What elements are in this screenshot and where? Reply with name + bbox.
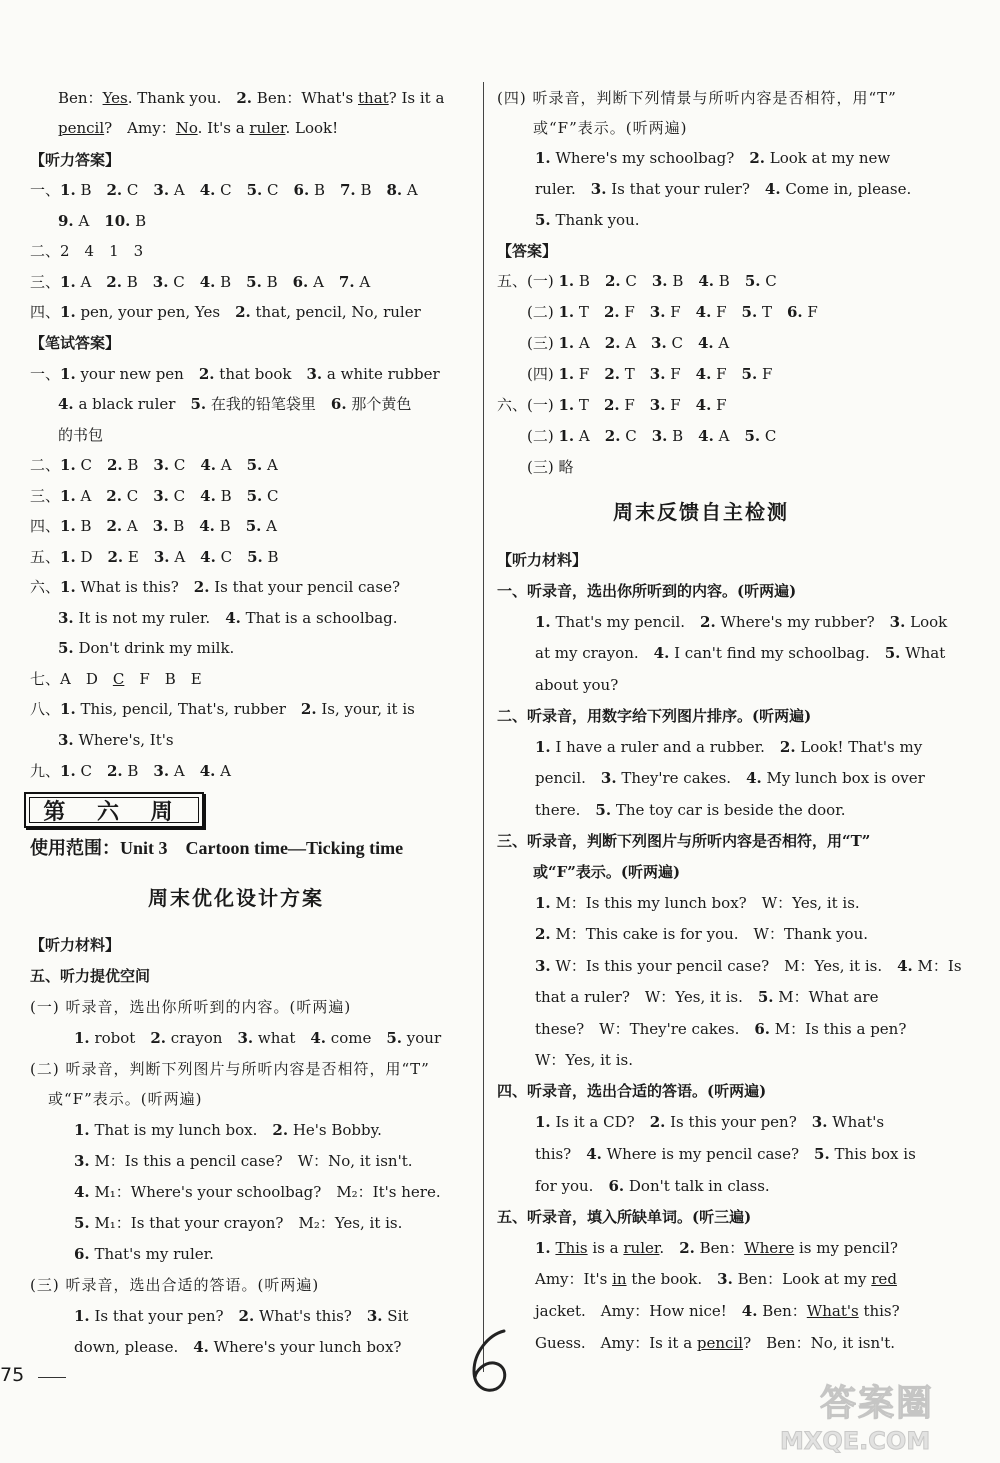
right-text-line: (三) 略	[527, 458, 574, 476]
right-text-line: 1. That's my pencil. 2. Where's my rubber? 3. Look	[535, 613, 948, 631]
right-text-line: W：Yes, it is.	[535, 1051, 633, 1069]
right-text-line: pencil. 3. They're cakes. 4. My lunch box is over	[535, 769, 925, 787]
page-number: 75	[0, 1364, 25, 1386]
right-text-line: (二) 1. T 2. F 3. F 4. F 5. T 6. F	[527, 303, 818, 321]
right-text-line: Amy：It's in the book. 3. Ben：Look at my red	[535, 1270, 897, 1288]
right-text-line: these? W：They're cakes. 6. M：Is this a pen?	[535, 1020, 907, 1038]
left-text-line: 3. Where's, It's	[58, 731, 174, 749]
right-text-line: 3. W：Is this your pencil case? M：Yes, it is. 4. M：Is	[535, 957, 962, 975]
left-text-line: 六、1. What is this? 2. Is that your pencil case?	[30, 578, 400, 596]
left-text-line: 的书包	[58, 426, 104, 444]
left-text-line: 【听力答案】	[30, 151, 121, 169]
left-text-line: 5. Don't drink my milk.	[58, 639, 235, 657]
right-text-line: 1. This is a ruler. 2. Ben：Where is my pencil?	[535, 1239, 898, 1257]
right-text-line: 【答案】	[497, 242, 558, 260]
left-text-line: 3. It is not my ruler. 4. That is a schoolbag.	[58, 609, 398, 627]
right-text-line: 2. M：This cake is for you. W：Thank you.	[535, 925, 869, 943]
watermark-url: MXQE.COM	[780, 1427, 931, 1455]
right-text-line: 五、(一) 1. B 2. C 3. B 4. B 5. C	[497, 272, 777, 290]
right-text-line: 五、听录音，填入所缺单词。(听三遍)	[497, 1208, 752, 1226]
left-text-line: 【笔试答案】	[30, 334, 121, 352]
right-text-line: that a ruler? W：Yes, it is. 5. M：What are	[535, 988, 879, 1006]
left-text-line: 二、2 4 1 3	[30, 242, 144, 260]
left-text-line: 9. A 10. B	[58, 212, 147, 230]
left-text-line: down, please. 4. Where's your lunch box?	[74, 1338, 402, 1356]
left-text-line: 6. That's my ruler.	[74, 1245, 214, 1263]
right-text-line: ruler. 3. Is that your ruler? 4. Come in, please.	[535, 180, 912, 198]
left-text-line: 使用范围：Unit 3 Cartoon time—Ticking time	[30, 838, 404, 858]
left-text-line: 九、1. C 2. B 3. A 4. A	[30, 762, 231, 780]
left-text-line: pencil? Amy：No. It's a ruler. Look!	[58, 119, 339, 137]
left-text-line: 1. robot 2. crayon 3. what 4. come 5. your	[74, 1029, 442, 1047]
left-text-line: 一、1. your new pen 2. that book 3. a white rubber	[30, 365, 440, 383]
right-text-line: 5. Thank you.	[535, 211, 640, 229]
right-text-line: 六、(一) 1. T 2. F 3. F 4. F	[497, 396, 727, 414]
right-text-line: 周末反馈自主检测	[613, 500, 789, 524]
right-text-line: (三) 1. A 2. A 3. C 4. A	[527, 334, 730, 352]
left-text-line: (一) 听录音，选出你所听到的内容。(听两遍)	[30, 998, 352, 1016]
left-text-line: 四、1. pen, your pen, Yes 2. that, pencil, No, ruler	[30, 303, 421, 321]
left-text-line: 三、1. A 2. B 3. C 4. B 5. B 6. A 7. A	[30, 273, 371, 291]
left-text-line: 八、1. This, pencil, That's, rubber 2. Is, your, it is	[30, 700, 415, 718]
right-text-line: Guess. Amy：Is it a pencil? Ben：No, it isn't.	[535, 1334, 896, 1352]
left-text-line: 周末优化设计方案	[148, 886, 324, 910]
right-text-line: jacket. Amy：How nice! 4. Ben：What's this?	[535, 1302, 900, 1320]
right-text-line: (二) 1. A 2. C 3. B 4. A 5. C	[527, 427, 777, 445]
right-text-line: this? 4. Where is my pencil case? 5. This box is	[535, 1145, 916, 1163]
week-heading-box	[24, 792, 204, 828]
page-number-rule	[38, 1377, 66, 1378]
left-text-line: 四、1. B 2. A 3. B 4. B 5. A	[30, 517, 277, 535]
left-text-line: 五、听力提优空间	[30, 967, 151, 985]
right-text-line: (四) 听录音，判断下列情景与所听内容是否相符，用“T”	[497, 89, 897, 107]
left-text-line: 5. M₁：Is that your crayon? M₂：Yes, it is.	[74, 1214, 403, 1232]
right-text-line: 1. Is it a CD? 2. Is this your pen? 3. What's	[535, 1113, 885, 1131]
right-text-line: (四) 1. F 2. T 3. F 4. F 5. F	[527, 365, 773, 383]
watermark-logo-text: 答案圈	[820, 1383, 935, 1424]
right-text-line: 二、听录音，用数字给下列图片排序。(听两遍)	[497, 707, 812, 725]
right-text-line: for you. 6. Don't talk in class.	[535, 1177, 770, 1195]
left-text-line: 3. M：Is this a pencil case? W：No, it isn't.	[74, 1152, 413, 1170]
right-text-line: 1. M：Is this my lunch box? W：Yes, it is.	[535, 894, 860, 912]
week-heading-label: 第 六 周	[43, 799, 185, 825]
right-text-line: 三、听录音，判断下列图片与所听内容是否相符，用“T”	[497, 832, 871, 850]
handwritten-six-mark	[462, 1325, 522, 1397]
right-text-line: at my crayon. 4. I can't find my schoolbag. 5. What	[535, 644, 946, 662]
left-text-line: Ben：Yes. Thank you. 2. Ben：What's that? Is it a	[58, 89, 445, 107]
left-text-line: 五、1. D 2. E 3. A 4. C 5. B	[30, 548, 279, 566]
left-text-line: 二、1. C 2. B 3. C 4. A 5. A	[30, 456, 278, 474]
left-text-line: (二) 听录音，判断下列图片与所听内容是否相符，用“T”	[30, 1060, 430, 1078]
right-text-line: 或“F”表示。(听两遍)	[533, 863, 681, 881]
right-text-line: there. 5. The toy car is beside the door.	[535, 801, 846, 819]
left-text-line: 4. M₁：Where's your schoolbag? M₂：It's here.	[74, 1183, 441, 1201]
left-text-line: 1. Is that your pen? 2. What's this? 3. Sit	[74, 1307, 409, 1325]
watermark-logo	[780, 1375, 990, 1460]
right-text-line: 1. I have a ruler and a rubber. 2. Look! That's my	[535, 738, 923, 756]
left-text-line: 或“F”表示。(听两遍)	[48, 1090, 203, 1108]
right-text-line: 四、听录音，选出合适的答语。(听两遍)	[497, 1082, 767, 1100]
right-text-line: 1. Where's my schoolbag? 2. Look at my new	[535, 149, 891, 167]
left-text-line: 一、1. B 2. C 3. A 4. C 5. C 6. B 7. B 8. A	[30, 181, 418, 199]
right-text-line: about you?	[535, 676, 619, 694]
right-text-line: 一、听录音，选出你所听到的内容。(听两遍)	[497, 582, 797, 600]
left-text-line: (三) 听录音，选出合适的答语。(听两遍)	[30, 1276, 320, 1294]
left-text-line: 【听力材料】	[30, 936, 121, 954]
left-text-line: 4. a black ruler 5. 在我的铅笔袋里 6. 那个黄色	[58, 395, 412, 413]
right-text-line: 或“F”表示。(听两遍)	[533, 119, 688, 137]
right-text-line: 【听力材料】	[497, 551, 588, 569]
left-text-line: 七、A D C F B E	[30, 670, 202, 688]
left-text-line: 1. That is my lunch box. 2. He's Bobby.	[74, 1121, 382, 1139]
left-text-line: 三、1. A 2. C 3. C 4. B 5. C	[30, 487, 279, 505]
column-divider	[483, 82, 484, 1372]
week-heading-inner-frame	[29, 797, 199, 823]
